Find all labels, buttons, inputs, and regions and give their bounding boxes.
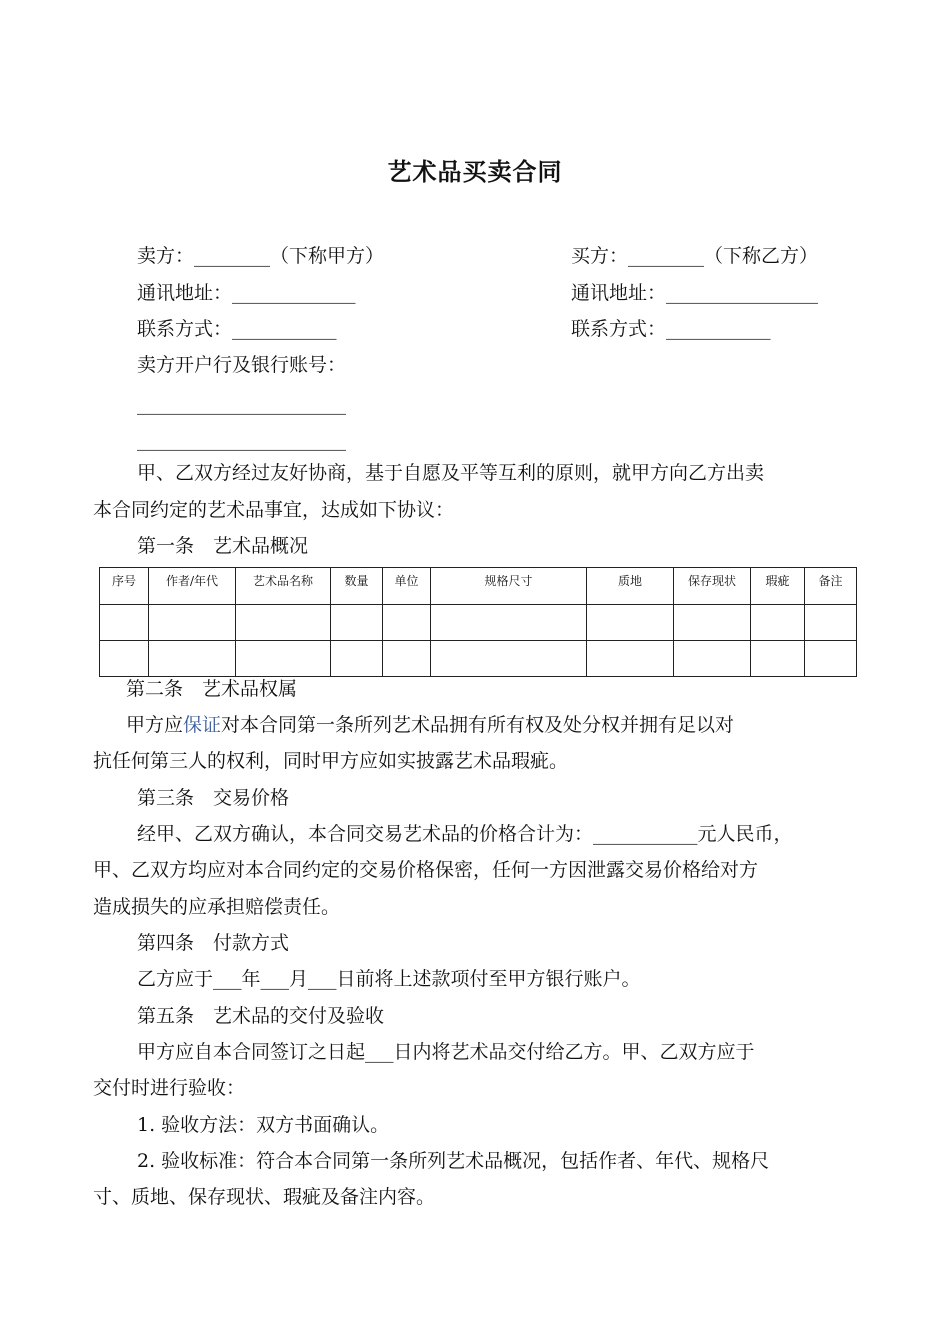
table-cell[interactable] bbox=[587, 641, 674, 677]
table-row bbox=[100, 605, 857, 641]
table-cell[interactable] bbox=[149, 605, 236, 641]
table-cell[interactable] bbox=[383, 605, 431, 641]
seller-contact: 联系方式：___________ bbox=[137, 318, 337, 340]
article3-line-2: 甲、乙双方均应对本合同约定的交易价格保密，任何一方因泄露交易价格给对方 bbox=[93, 859, 759, 881]
acceptance-method: 1. 验收方法：双方书面确认。 bbox=[137, 1114, 390, 1136]
article3-line-1: 经甲、乙双方确认，本合同交易艺术品的价格合计为：___________元人民币， bbox=[137, 823, 793, 845]
seller-bank-label: 卖方开户行及银行账号： bbox=[137, 354, 347, 376]
table-row bbox=[100, 641, 857, 677]
table-cell[interactable] bbox=[674, 641, 751, 677]
intro-line-2: 本合同约定的艺术品事宜，达成如下协议： bbox=[93, 499, 455, 521]
table-cell[interactable] bbox=[236, 605, 331, 641]
table-header: 备注 bbox=[805, 568, 857, 605]
buyer-address: 通讯地址：________________ bbox=[571, 282, 819, 304]
article3-line-3: 造成损失的应承担赔偿责任。 bbox=[93, 896, 341, 918]
article2-line-2: 抗任何第三人的权利，同时甲方应如实披露艺术品瑕疵。 bbox=[93, 750, 569, 772]
seller-line: 卖方：________（下称甲方） bbox=[137, 245, 385, 267]
intro-line-1: 甲、乙双方经过友好协商，基于自愿及平等互利的原则，就甲方向乙方出卖 bbox=[137, 462, 765, 484]
table-cell[interactable] bbox=[331, 605, 383, 641]
table-header: 作者/年代 bbox=[149, 568, 236, 605]
acceptance-standard-line-2: 寸、质地、保存现状、瑕疵及备注内容。 bbox=[93, 1186, 436, 1208]
seller-address: 通讯地址：_____________ bbox=[137, 282, 356, 304]
article5-heading: 第五条 艺术品的交付及验收 bbox=[137, 1005, 385, 1027]
article1-heading: 第一条 艺术品概况 bbox=[137, 535, 309, 557]
table-cell[interactable] bbox=[100, 605, 149, 641]
table-header: 保存现状 bbox=[674, 568, 751, 605]
article2-line-1-pre: 甲方应 bbox=[126, 714, 184, 736]
acceptance-standard-line-1: 2. 验收标准：符合本合同第一条所列艺术品概况，包括作者、年代、规格尺 bbox=[137, 1150, 770, 1172]
table-cell[interactable] bbox=[805, 641, 857, 677]
article4-line-1: 乙方应于___年___月___日前将上述款项付至甲方银行账户。 bbox=[137, 968, 641, 990]
buyer-contact: 联系方式：___________ bbox=[571, 318, 771, 340]
table-cell[interactable] bbox=[383, 641, 431, 677]
table-cell[interactable] bbox=[236, 641, 331, 677]
article2-line-1-post: 对本合同第一条所列艺术品拥有所有权及处分权并拥有足以对 bbox=[221, 714, 735, 736]
table-header: 序号 bbox=[100, 568, 149, 605]
article4-heading: 第四条 付款方式 bbox=[137, 932, 290, 954]
article2-heading: 第二条 艺术品权属 bbox=[126, 678, 298, 700]
article5-line-1: 甲方应自本合同签订之日起___日内将艺术品交付给乙方。甲、乙双方应于 bbox=[137, 1041, 755, 1063]
table-cell[interactable] bbox=[751, 641, 805, 677]
article5-line-2: 交付时进行验收： bbox=[93, 1077, 246, 1099]
table-header-row bbox=[100, 568, 857, 605]
table-cell[interactable] bbox=[100, 641, 149, 677]
table-header: 艺术品名称 bbox=[236, 568, 331, 605]
table-cell[interactable] bbox=[751, 605, 805, 641]
table-cell[interactable] bbox=[674, 605, 751, 641]
table-cell[interactable] bbox=[587, 605, 674, 641]
buyer-line: 买方：________（下称乙方） bbox=[571, 245, 819, 267]
table-header: 规格尺寸 bbox=[431, 568, 587, 605]
table-header: 数量 bbox=[331, 568, 383, 605]
table-header: 瑕疵 bbox=[751, 568, 805, 605]
table-header: 单位 bbox=[383, 568, 431, 605]
artwork-table bbox=[99, 567, 857, 677]
bank-blank-line-2: ______________________ bbox=[137, 429, 346, 451]
guarantee-link[interactable]: 保证 bbox=[183, 714, 222, 736]
bank-blank-line-1: ______________________ bbox=[137, 393, 346, 415]
article3-heading: 第三条 交易价格 bbox=[137, 787, 290, 809]
document-title: 艺术品买卖合同 bbox=[387, 157, 563, 186]
table-cell[interactable] bbox=[805, 605, 857, 641]
article2-line-1 bbox=[126, 713, 734, 737]
table-cell[interactable] bbox=[431, 605, 587, 641]
table-cell[interactable] bbox=[149, 641, 236, 677]
table-cell[interactable] bbox=[431, 641, 587, 677]
table-header: 质地 bbox=[587, 568, 674, 605]
table-cell[interactable] bbox=[331, 641, 383, 677]
